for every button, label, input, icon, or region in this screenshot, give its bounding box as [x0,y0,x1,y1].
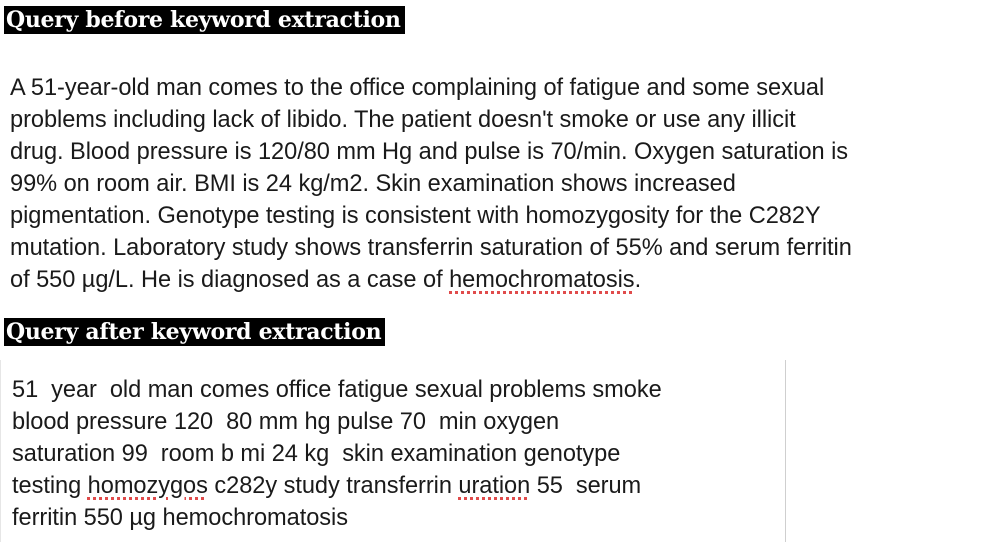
spellcheck-flagged-word: uration [458,473,531,499]
query-before-last-prefix: of 550 µg/L. He is diagnosed as a case of [10,267,450,293]
query-after-line: 51 year old man comes office fatigue sexual problems smoke [12,377,662,403]
query-before-line: pigmentation. Genotype testing is consistent with homozygosity for the C282Y [10,203,821,229]
query-after-text [12,374,782,534]
query-after-line: ferritin 550 µg hemochromatosis [12,505,348,531]
query-before-line: drug. Blood pressure is 120/80 mm Hg and pulse is 70/min. Oxygen saturation is [10,139,849,165]
query-before-last-suffix: . [634,267,642,293]
query-before-line: mutation. Laboratory study shows transferrin saturation of 55% and serum ferritin [10,235,852,261]
spellcheck-flagged-word: hemochromatosis [449,267,635,293]
query-before-line: problems including lack of libido. The patient doesn't smoke or use any illicit [10,107,796,133]
query-after-segment: 55 serum [530,473,642,499]
query-before-line: A 51-year-old man comes to the office complaining of fatigue and some sexual [10,75,825,101]
spellcheck-flagged-word: homozygos [87,473,208,499]
query-after-segment: testing [12,473,88,499]
query-before-line-last [10,264,990,296]
heading-query-before: Query before keyword extraction [4,6,405,34]
heading-query-after: Query after keyword extraction [4,318,385,346]
query-before-line: 99% on room air. BMI is 24 kg/m2. Skin examination shows increased [10,171,736,197]
query-after-line: blood pressure 120 80 mm hg pulse 70 min oxygen [12,409,560,435]
query-after-line [12,470,782,502]
query-after-segment: c282y study transferrin [207,473,459,499]
query-after-line: saturation 99 room b mi 24 kg skin examination genotype [12,441,621,467]
query-before-text [10,72,990,296]
